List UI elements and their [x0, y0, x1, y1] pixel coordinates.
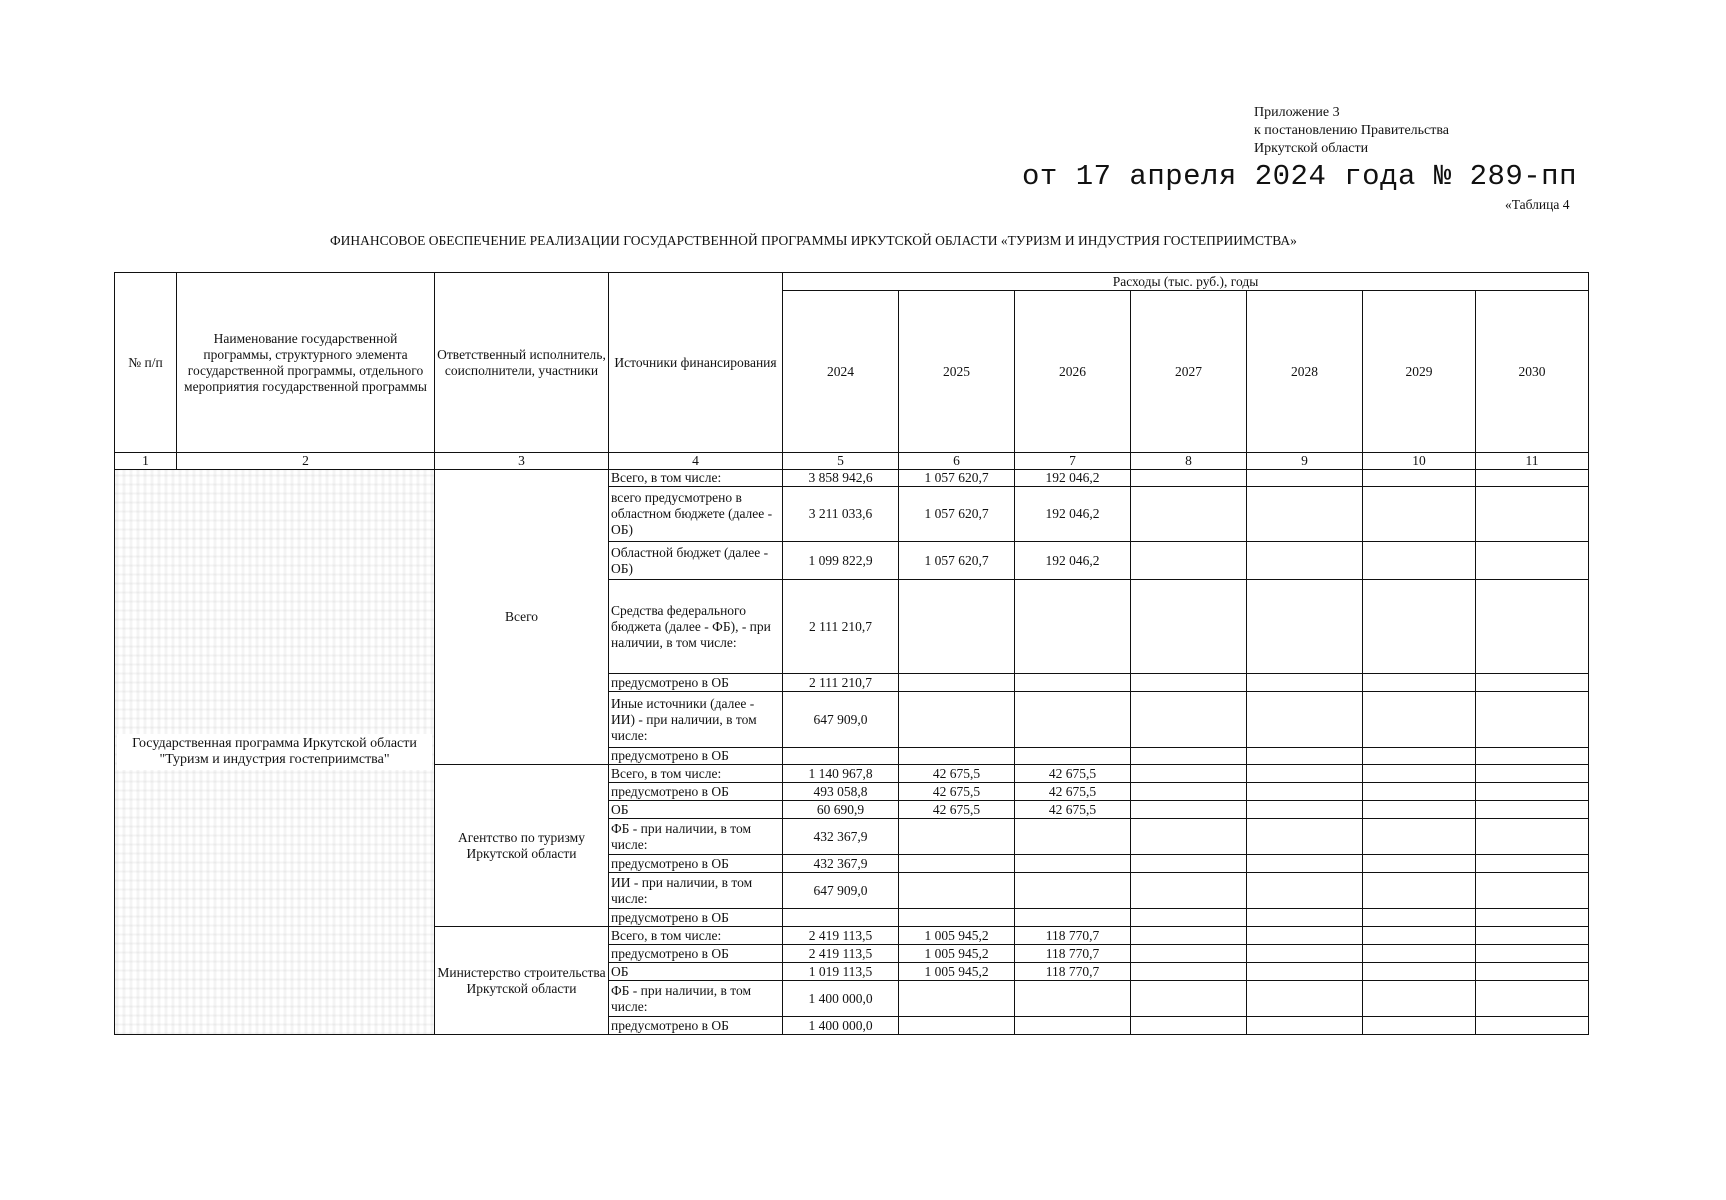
source-cell: ОБ: [609, 801, 783, 819]
value-cell: [1476, 783, 1589, 801]
value-cell: [1363, 855, 1476, 873]
value-cell: [1131, 855, 1247, 873]
value-cell: 2 111 210,7: [783, 580, 899, 674]
header-num: № п/п: [115, 273, 177, 453]
header-year-2028: 2028: [1247, 291, 1363, 453]
value-cell: [1015, 855, 1131, 873]
value-cell: [1247, 909, 1363, 927]
source-cell: Иные источники (далее - ИИ) - при наличии, в том числе:: [609, 692, 783, 748]
value-cell: 2 111 210,7: [783, 674, 899, 692]
source-cell: Всего, в том числе:: [609, 927, 783, 945]
value-cell: [1247, 692, 1363, 748]
executor-cell: Министерство строительства Иркутской области: [435, 927, 609, 1035]
value-cell: [1131, 819, 1247, 855]
appendix-line-2: к постановлению Правительства: [1254, 123, 1450, 138]
value-cell: [1131, 801, 1247, 819]
value-cell: [1247, 801, 1363, 819]
value-cell: 493 058,8: [783, 783, 899, 801]
value-cell: [899, 580, 1015, 674]
value-cell: [1131, 692, 1247, 748]
value-cell: [1131, 981, 1247, 1017]
value-cell: [1247, 674, 1363, 692]
value-cell: [1476, 981, 1589, 1017]
value-cell: [1363, 981, 1476, 1017]
value-cell: [1131, 873, 1247, 909]
value-cell: [1363, 674, 1476, 692]
source-cell: Всего, в том числе:: [609, 470, 783, 487]
value-cell: 60 690,9: [783, 801, 899, 819]
header-year-2027: 2027: [1131, 291, 1247, 453]
value-cell: [1476, 927, 1589, 945]
header-executor: Ответственный исполнитель, соисполнители, участники: [435, 273, 609, 453]
program-cell: [115, 470, 435, 1035]
value-cell: [899, 748, 1015, 765]
value-cell: [1015, 909, 1131, 927]
value-cell: 1 099 822,9: [783, 542, 899, 580]
source-cell: предусмотрено в ОБ: [609, 748, 783, 765]
value-cell: 1 019 113,5: [783, 963, 899, 981]
value-cell: [1015, 981, 1131, 1017]
order-stamp: от 17 апреля 2024 года № 289-пп: [1022, 160, 1577, 193]
column-number: 10: [1363, 453, 1476, 470]
value-cell: [1476, 470, 1589, 487]
column-number: 6: [899, 453, 1015, 470]
value-cell: [899, 674, 1015, 692]
financing-table: [114, 272, 1589, 1035]
value-cell: [1015, 674, 1131, 692]
column-number: 2: [177, 453, 435, 470]
value-cell: [1131, 909, 1247, 927]
value-cell: [1363, 873, 1476, 909]
value-cell: 1 057 620,7: [899, 470, 1015, 487]
value-cell: [1476, 487, 1589, 542]
value-cell: 42 675,5: [1015, 783, 1131, 801]
value-cell: [1476, 909, 1589, 927]
column-number: 9: [1247, 453, 1363, 470]
header-expenses: Расходы (тыс. руб.), годы: [783, 273, 1589, 291]
source-cell: предусмотрено в ОБ: [609, 855, 783, 873]
value-cell: 647 909,0: [783, 873, 899, 909]
value-cell: [899, 692, 1015, 748]
document-title: ФИНАНСОВОЕ ОБЕСПЕЧЕНИЕ РЕАЛИЗАЦИИ ГОСУДАРСТВЕННОЙ ПРОГРАММЫ ИРКУТСКОЙ ОБЛАСТИ «ТУРИЗМ И ИНДУСТРИЯ ГОСТЕПРИИМСТВА»: [330, 233, 1297, 248]
value-cell: [1247, 927, 1363, 945]
value-cell: 1 005 945,2: [899, 945, 1015, 963]
value-cell: 432 367,9: [783, 819, 899, 855]
value-cell: [1131, 580, 1247, 674]
value-cell: [1131, 927, 1247, 945]
appendix-line-1: Приложение 3: [1254, 105, 1340, 120]
value-cell: [1363, 963, 1476, 981]
value-cell: 647 909,0: [783, 692, 899, 748]
header-year-2025: 2025: [899, 291, 1015, 453]
source-cell: всего предусмотрено в областном бюджете (далее - ОБ): [609, 487, 783, 542]
value-cell: [1131, 945, 1247, 963]
executor-cell: Всего: [435, 470, 609, 765]
value-cell: [1476, 748, 1589, 765]
value-cell: [1363, 1017, 1476, 1035]
source-cell: ОБ: [609, 963, 783, 981]
source-cell: ФБ - при наличии, в том числе:: [609, 819, 783, 855]
value-cell: 42 675,5: [1015, 801, 1131, 819]
value-cell: [1476, 542, 1589, 580]
value-cell: 3 211 033,6: [783, 487, 899, 542]
value-cell: [1131, 765, 1247, 783]
value-cell: [1476, 1017, 1589, 1035]
value-cell: 1 400 000,0: [783, 981, 899, 1017]
value-cell: 192 046,2: [1015, 470, 1131, 487]
value-cell: [1247, 783, 1363, 801]
value-cell: [1476, 945, 1589, 963]
source-cell: предусмотрено в ОБ: [609, 945, 783, 963]
value-cell: [1131, 542, 1247, 580]
value-cell: 1 005 945,2: [899, 963, 1015, 981]
value-cell: [899, 909, 1015, 927]
appendix-line-3: Иркутской области: [1254, 141, 1369, 156]
value-cell: [1015, 873, 1131, 909]
value-cell: [1247, 963, 1363, 981]
value-cell: [1363, 748, 1476, 765]
table-label: «Таблица 4: [1505, 197, 1570, 212]
value-cell: [1363, 783, 1476, 801]
column-number: 4: [609, 453, 783, 470]
value-cell: [1247, 580, 1363, 674]
header-year-2026: 2026: [1015, 291, 1131, 453]
value-cell: [1131, 487, 1247, 542]
source-cell: ФБ - при наличии, в том числе:: [609, 981, 783, 1017]
value-cell: 3 858 942,6: [783, 470, 899, 487]
executor-cell: Агентство по туризму Иркутской области: [435, 765, 609, 927]
value-cell: [1247, 873, 1363, 909]
value-cell: [1476, 692, 1589, 748]
value-cell: [1131, 783, 1247, 801]
value-cell: 432 367,9: [783, 855, 899, 873]
value-cell: 1 057 620,7: [899, 487, 1015, 542]
value-cell: [1476, 873, 1589, 909]
value-cell: [1363, 819, 1476, 855]
column-number: 5: [783, 453, 899, 470]
column-number: 7: [1015, 453, 1131, 470]
value-cell: [1363, 542, 1476, 580]
value-cell: [1131, 470, 1247, 487]
value-cell: [1247, 542, 1363, 580]
value-cell: [1476, 963, 1589, 981]
value-cell: 1 400 000,0: [783, 1017, 899, 1035]
source-cell: Средства федерального бюджета (далее - ФБ), - при наличии, в том числе:: [609, 580, 783, 674]
value-cell: 1 057 620,7: [899, 542, 1015, 580]
value-cell: [1247, 945, 1363, 963]
value-cell: [1247, 1017, 1363, 1035]
value-cell: [1015, 819, 1131, 855]
header-name: Наименование государственной программы, структурного элемента государственной программы, отдельного мероприятия государственной программы: [177, 273, 435, 453]
program-name: Государственная программа Иркутской области "Туризм и индустрия гостеприимства": [117, 734, 432, 770]
value-cell: [1363, 909, 1476, 927]
value-cell: [783, 909, 899, 927]
value-cell: [1363, 470, 1476, 487]
value-cell: [1476, 580, 1589, 674]
source-cell: предусмотрено в ОБ: [609, 1017, 783, 1035]
value-cell: [1131, 963, 1247, 981]
value-cell: 192 046,2: [1015, 487, 1131, 542]
value-cell: [1247, 487, 1363, 542]
value-cell: 118 770,7: [1015, 963, 1131, 981]
value-cell: [1476, 674, 1589, 692]
value-cell: [1247, 981, 1363, 1017]
value-cell: [1015, 692, 1131, 748]
appendix-note: [1254, 104, 1449, 158]
value-cell: [1363, 801, 1476, 819]
source-cell: Всего, в том числе:: [609, 765, 783, 783]
column-number: 11: [1476, 453, 1589, 470]
table-row: [115, 470, 1589, 487]
value-cell: [1131, 748, 1247, 765]
value-cell: [1015, 748, 1131, 765]
value-cell: [1015, 1017, 1131, 1035]
value-cell: 192 046,2: [1015, 542, 1131, 580]
header-sources: Источники финансирования: [609, 273, 783, 453]
value-cell: 42 675,5: [899, 801, 1015, 819]
value-cell: [899, 1017, 1015, 1035]
value-cell: [1476, 819, 1589, 855]
value-cell: [1247, 765, 1363, 783]
value-cell: [1015, 580, 1131, 674]
value-cell: [1247, 855, 1363, 873]
value-cell: [1131, 1017, 1247, 1035]
value-cell: [1363, 945, 1476, 963]
value-cell: 118 770,7: [1015, 927, 1131, 945]
value-cell: [1131, 674, 1247, 692]
value-cell: [899, 855, 1015, 873]
source-cell: Областной бюджет (далее - ОБ): [609, 542, 783, 580]
value-cell: 42 675,5: [1015, 765, 1131, 783]
value-cell: [783, 748, 899, 765]
value-cell: [1363, 692, 1476, 748]
value-cell: [1476, 765, 1589, 783]
value-cell: 118 770,7: [1015, 945, 1131, 963]
value-cell: [1476, 801, 1589, 819]
value-cell: [899, 873, 1015, 909]
value-cell: [1247, 748, 1363, 765]
value-cell: [1476, 855, 1589, 873]
value-cell: [1363, 765, 1476, 783]
source-cell: предусмотрено в ОБ: [609, 783, 783, 801]
header-year-2024: 2024: [783, 291, 899, 453]
value-cell: [899, 981, 1015, 1017]
source-cell: предусмотрено в ОБ: [609, 909, 783, 927]
value-cell: [1247, 819, 1363, 855]
value-cell: 42 675,5: [899, 765, 1015, 783]
value-cell: [1363, 927, 1476, 945]
value-cell: [899, 819, 1015, 855]
header-year-2029: 2029: [1363, 291, 1476, 453]
header-year-2030: 2030: [1476, 291, 1589, 453]
value-cell: 42 675,5: [899, 783, 1015, 801]
value-cell: [1363, 487, 1476, 542]
column-number: 3: [435, 453, 609, 470]
value-cell: [1363, 580, 1476, 674]
value-cell: 2 419 113,5: [783, 927, 899, 945]
column-number: 8: [1131, 453, 1247, 470]
value-cell: 1 005 945,2: [899, 927, 1015, 945]
source-cell: предусмотрено в ОБ: [609, 674, 783, 692]
column-number: 1: [115, 453, 177, 470]
value-cell: [1247, 470, 1363, 487]
source-cell: ИИ - при наличии, в том числе:: [609, 873, 783, 909]
value-cell: 1 140 967,8: [783, 765, 899, 783]
value-cell: 2 419 113,5: [783, 945, 899, 963]
